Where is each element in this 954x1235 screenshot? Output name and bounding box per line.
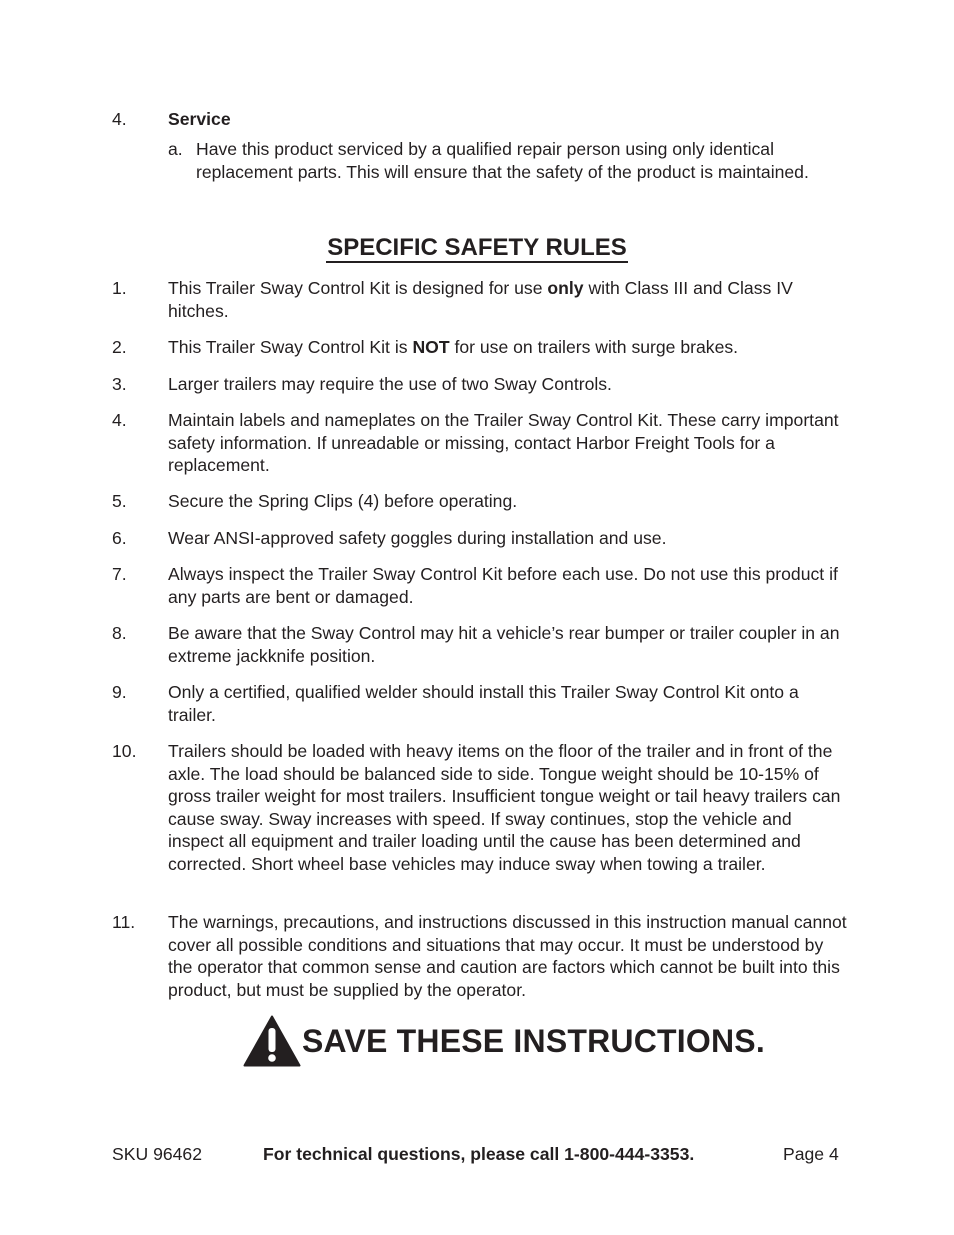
rule-text: Always inspect the Trailer Sway Control Kit before each use. Do not use this product if any parts are bent or damaged. [168, 564, 838, 607]
rule-text: Wear ANSI-approved safety goggles during installation and use. [168, 528, 667, 548]
rule-text: This Trailer Sway Control Kit is NOT for use on trailers with surge brakes. [168, 337, 739, 357]
rule-text: Larger trailers may require the use of two Sway Controls. [168, 374, 612, 394]
rule-number: 1. [112, 278, 127, 298]
rule-text: The warnings, precautions, and instructions discussed in this instruction manual cannot cover all possible conditions and situations that may occur. It must be understood by the operator that common sense and caution are factors which cannot be built into this product, but must be supplied by the operator. [168, 912, 847, 1000]
service-item-a-letter: a. [168, 139, 183, 159]
rule-number: 2. [112, 337, 127, 357]
save-instructions-banner [243, 1015, 765, 1067]
rule-number: 8. [112, 623, 127, 643]
rule-text: Only a certified, qualified welder should install this Trailer Sway Control Kit onto a trailer. [168, 682, 799, 725]
rule-text: Be aware that the Sway Control may hit a vehicle’s rear bumper or trailer coupler in an extreme jackknife position. [168, 623, 840, 666]
rule-number: 4. [112, 410, 127, 430]
footer-tech-support: For technical questions, please call 1-800-444-3353. [263, 1144, 695, 1164]
section-heading [0, 233, 954, 263]
rule-number: 10. [112, 741, 137, 761]
section-heading-text: SPECIFIC SAFETY RULES [327, 234, 627, 261]
service-title: Service [168, 109, 231, 129]
service-number: 4. [112, 109, 127, 129]
save-instructions-text: SAVE THESE INSTRUCTIONS. [302, 1023, 765, 1059]
rule-text: Trailers should be loaded with heavy items on the floor of the trailer and in front of the axle. The load should be balanced side to side. Tongue weight should be 10-15% of gross trailer weight for most trailers. Insufficient tongue weight or tail heavy trailers can cause sway. Sway increases with speed. If sway continues, stop the vehicle and inspect all equipment and trailer loading until the cause has been determined and corrected. Short wheel base vehicles may induce sway when towing a trailer. [168, 741, 841, 874]
rule-number: 7. [112, 564, 127, 584]
rule-emphasis: only [547, 278, 584, 298]
rule-emphasis: NOT [412, 337, 450, 357]
rule-number: 11. [112, 912, 136, 932]
rule-number: 5. [112, 491, 127, 511]
rule-number: 6. [112, 528, 127, 548]
footer-sku: SKU 96462 [112, 1144, 202, 1164]
footer-page-number: Page 4 [783, 1144, 839, 1164]
service-item-a-text: Have this product serviced by a qualified repair person using only identical replacement parts. This will ensure that the safety of the product is maintained. [196, 139, 809, 182]
rule-text: Secure the Spring Clips (4) before operating. [168, 491, 518, 511]
rule-number: 3. [112, 374, 127, 394]
rule-number: 9. [112, 682, 127, 702]
warning-triangle-icon [243, 1015, 301, 1067]
rule-text: Maintain labels and nameplates on the Trailer Sway Control Kit. These carry important safety information. If unreadable or missing, contact Harbor Freight Tools for a replacement. [168, 410, 839, 475]
rule-text: This Trailer Sway Control Kit is designed for use only with Class III and Class IV hitches. [168, 278, 793, 321]
